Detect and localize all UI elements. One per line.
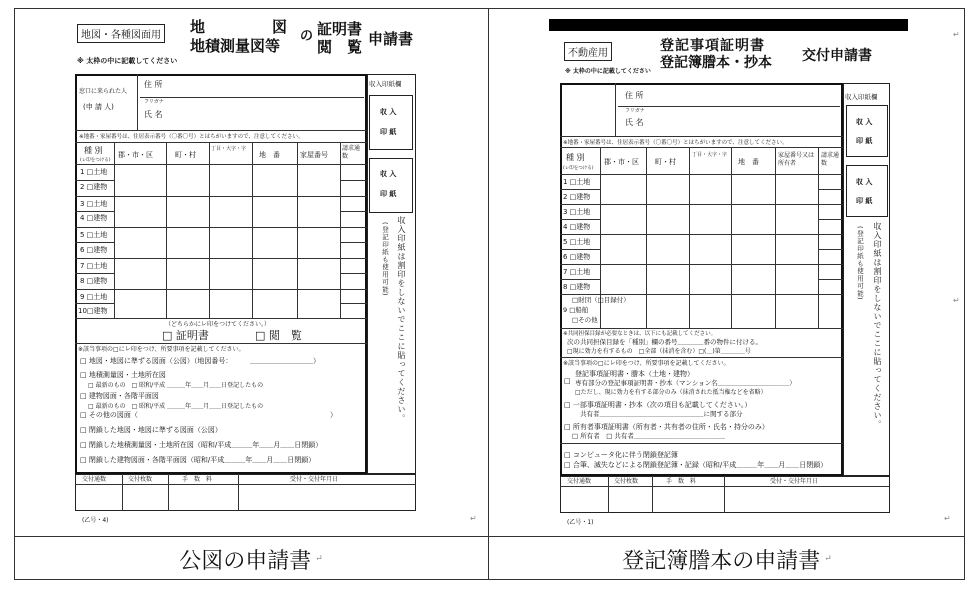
table-row: 5 □土地: [80, 231, 108, 239]
table-row: 1 □土地: [80, 168, 108, 176]
left-item-7[interactable]: □ 閉鎖した建物図面・各階平面図（昭和/平成＿＿＿年＿＿月＿＿日閉鎖）: [80, 456, 316, 464]
right-stamp-header: 収入印紙欄: [845, 93, 878, 101]
table-row: 9 □土地: [80, 293, 108, 301]
table-row: □財団（□目録付）: [572, 296, 630, 304]
footer-label: 交付枚数: [128, 476, 153, 483]
left-title-chi: 地: [190, 18, 206, 36]
table-row: 6 □建物: [80, 246, 108, 254]
left-col-type: 種 別: [84, 146, 103, 155]
right-footer-table: [560, 476, 890, 513]
footer-label: 交付通数: [567, 478, 592, 485]
right-col-house: 家屋番号又は所有者: [778, 152, 815, 167]
left-applicant-sub: (申 請 人): [83, 103, 114, 111]
right-vertical-note-2: 収入印紙は割印をしないでここに貼ってください。: [873, 222, 882, 429]
table-row: 8 □建物: [80, 277, 108, 285]
footer-label: 手 数 料: [666, 478, 697, 485]
left-col-town: 町・村: [175, 151, 196, 159]
right-number-note: ※地番・家屋番号は、住居表示番号（〇番〇号）とはちがいますので、注意してください。: [563, 140, 788, 146]
left-item-4[interactable]: □ その他の図面（: [80, 411, 138, 419]
caption-left-text: 公図の申請書: [179, 548, 312, 574]
right-item-4[interactable]: □ コンピュータ化に伴う閉鎖登記簿: [564, 451, 678, 459]
left-title-cert: 証明書: [317, 20, 363, 38]
right-item-1b[interactable]: 専有部分の登記事項証明書・抄本（マンション名＿＿＿＿＿＿＿＿＿＿＿）: [575, 379, 796, 387]
right-name-label: 氏 名: [625, 118, 644, 127]
right-col-town: 町・村: [655, 158, 676, 166]
left-col-count: 請求通数: [342, 145, 361, 160]
left-form-code: (乙号・4): [82, 517, 109, 524]
right-form-tag: 不動産用: [564, 42, 612, 61]
left-vertical-note-2: 収入印紙は割印をしないでここに貼ってください。: [397, 216, 406, 423]
footer-label: 交付枚数: [614, 478, 639, 485]
left-col-city: 郡・市・区: [118, 151, 153, 159]
table-row: 1 □土地: [563, 178, 591, 186]
left-item-3[interactable]: □ 建物図面・各階平面図: [80, 392, 159, 400]
left-item-2[interactable]: □ 地積測量図・土地所在図: [80, 371, 166, 379]
right-col-chome: 丁目・大字・字: [692, 152, 728, 158]
left-stamp-box-2: [369, 158, 413, 213]
left-stamp-header: 収入印紙欄: [369, 80, 402, 88]
paragraph-mark-icon: ↵: [824, 554, 832, 564]
table-row: 2 □建物: [563, 193, 591, 201]
left-item-2-sub[interactable]: □ 最新のもの □ 昭和/平成 ＿＿＿年＿＿月＿＿日登記したもの: [88, 382, 264, 389]
table-row: □その他: [572, 316, 598, 324]
right-address-label: 住 所: [625, 91, 644, 100]
table-row: 7 □土地: [80, 262, 108, 270]
right-item-2b[interactable]: 共有者＿＿＿＿＿＿＿＿＿＿＿＿＿＿＿＿に関する部分: [580, 410, 743, 418]
left-furigana-label: フリガナ: [144, 99, 164, 105]
right-joint-line: 次の共同担保目録を「種別」欄の番号＿＿＿＿番の物件に付ける。: [567, 338, 762, 346]
left-col-lot: 地 番: [259, 151, 280, 159]
table-row: 6 □建物: [563, 253, 591, 261]
right-vertical-note-1: (登記印紙も使用可能): [856, 226, 864, 301]
left-choose-note: （どちらかにレ印をつけてください。）: [165, 321, 271, 328]
right-item-2[interactable]: □ 一部事項証明書・抄本（次の項目も記載してください。）: [564, 401, 752, 409]
caption-left: [14, 540, 488, 578]
table-row: 3 □土地: [80, 200, 108, 208]
caption-divider: [14, 536, 965, 537]
left-item-5[interactable]: □ 閉鎖した地図・地図に準ずる図面（公図）: [80, 426, 222, 434]
paragraph-mark-icon: ↵: [953, 30, 960, 39]
left-item-3-sub[interactable]: □ 最新のもの □ 昭和/平成 ＿＿＿年＿＿月＿＿日登記したもの: [88, 403, 264, 410]
right-col-count: 請求通数: [821, 152, 840, 167]
left-col-house: 家屋番号: [300, 151, 328, 159]
left-item-note: ※該当事項の□にレ印をつけ、所要事項を記載してください。: [78, 346, 245, 353]
right-note-fill: ※ 太枠の中に記載してください: [565, 68, 651, 75]
table-row: 5 □土地: [563, 238, 591, 246]
left-vertical-note-1: (登記印紙も使用可能): [381, 222, 389, 297]
right-item-1[interactable]: 登記事項証明書・謄本（土地・建物）: [575, 370, 694, 378]
right-form-code: (乙号・1): [567, 519, 594, 526]
right-item-5[interactable]: □ 合筆、滅失などによる閉鎖登記簿・記録（昭和/平成＿＿＿年＿＿月＿＿日閉鎖）: [564, 461, 828, 469]
table-row: 2 □建物: [80, 183, 108, 191]
left-item-1[interactable]: □ 地図・地図に準ずる図面（公図）（地図番号：: [80, 357, 233, 365]
stamp-label: 印 紙: [856, 137, 873, 145]
stamp-label: 印 紙: [380, 190, 397, 198]
left-name-label: 氏 名: [144, 110, 163, 119]
table-row: 9 □船舶: [563, 306, 589, 314]
paragraph-mark-icon: ↵: [953, 296, 960, 305]
left-title-no: の: [300, 29, 314, 44]
left-col-chome: 丁目・大字・字: [211, 146, 247, 152]
left-item-6[interactable]: □ 閉鎖した地積測量図・土地所在図（昭和/平成＿＿＿年＿＿月＿＿日閉鎖）: [80, 441, 323, 449]
footer-label: 交付通数: [82, 476, 107, 483]
right-col-city: 郡・市・区: [604, 158, 639, 166]
right-title-copy: 登記簿謄本・抄本: [660, 55, 772, 71]
footer-label: 受付・交付年月日: [770, 478, 819, 485]
right-stamp-box-2: [846, 165, 888, 217]
right-title-cert: 登記事項証明書: [660, 38, 765, 54]
paragraph-mark-icon: ↵: [944, 514, 951, 523]
table-row: 4 □建物: [80, 214, 108, 222]
right-item-1c[interactable]: □ただし、現に効力を有する部分のみ（抹消された抵当権などを省略）: [575, 389, 767, 396]
stamp-label: 収 入: [380, 170, 397, 178]
stamp-label: 印 紙: [380, 128, 397, 136]
left-title-zu: 図: [272, 18, 288, 36]
left-address-label: 住 所: [144, 80, 163, 89]
right-joint-note: ※共同担保目録が必要なときは、以下にも記載してください。: [563, 331, 717, 337]
table-row: 8 □建物: [563, 283, 591, 291]
table-row: 10□建物: [78, 307, 108, 315]
right-stamp-box-1: [846, 105, 888, 157]
table-row: 3 □土地: [563, 208, 591, 216]
table-row: 4 □建物: [563, 223, 591, 231]
paragraph-mark-icon: ↵: [470, 514, 477, 523]
left-form-tag: 地図・各種図面用: [77, 24, 165, 43]
footer-label: 受付・交付年月日: [290, 476, 339, 483]
left-footer-table: [75, 474, 416, 511]
left-title-view: 閲 覧: [317, 38, 363, 56]
right-item-note: ※該当事項の□にレ印をつけ、所要事項を記載してください。: [563, 360, 730, 367]
right-col-type-sub: (レ印をつける): [563, 166, 594, 171]
right-col-type: 種 別: [566, 153, 585, 162]
left-note-fill: ※ 太枠の中に記載してください: [77, 57, 178, 65]
caption-right-text: 登記簿謄本の申請書: [622, 548, 821, 574]
left-choose-view[interactable]: □ 閲 覧: [255, 329, 302, 342]
left-applicant-label: 窓口に来られた人: [79, 88, 128, 95]
redaction-bar: [549, 19, 908, 31]
right-title-application: 交付申請書: [802, 48, 872, 64]
left-choose-cert[interactable]: □ 証明書: [162, 329, 209, 342]
right-furigana-label: フリガナ: [625, 108, 645, 114]
footer-label: 手 数 料: [182, 476, 213, 483]
stamp-label: 収 入: [380, 108, 397, 116]
caption-right: [489, 540, 965, 578]
stamp-label: 収 入: [856, 118, 873, 126]
stamp-label: 印 紙: [856, 197, 873, 205]
right-item-3[interactable]: □ 所有者事項証明書（所有者・共有者の住所・氏名・持分のみ）: [564, 423, 769, 431]
column-divider: [488, 8, 489, 580]
left-stamp-box-1: [369, 95, 413, 150]
left-number-note: ※地番・家屋番号は、住居表示番号（〇番〇号）とはちがいますので、注意してください。: [79, 134, 304, 140]
right-col-lot: 地 番: [738, 158, 759, 166]
left-title-application: 申請書: [368, 30, 414, 48]
right-item-3b[interactable]: □ 所有者 □ 共有者＿＿＿＿＿＿＿＿＿＿＿＿＿＿: [572, 432, 725, 440]
table-row: 7 □土地: [563, 268, 591, 276]
stamp-label: 収 入: [856, 178, 873, 186]
left-col-type-sub: (レ印をつける): [80, 158, 111, 163]
paragraph-mark-icon: ↵: [315, 554, 323, 564]
right-joint-options[interactable]: □現に効力を有するもの □全部（抹消を含む）□(＿)第＿＿＿＿号: [567, 348, 751, 355]
left-title-survey: 地積測量図等: [190, 37, 281, 55]
